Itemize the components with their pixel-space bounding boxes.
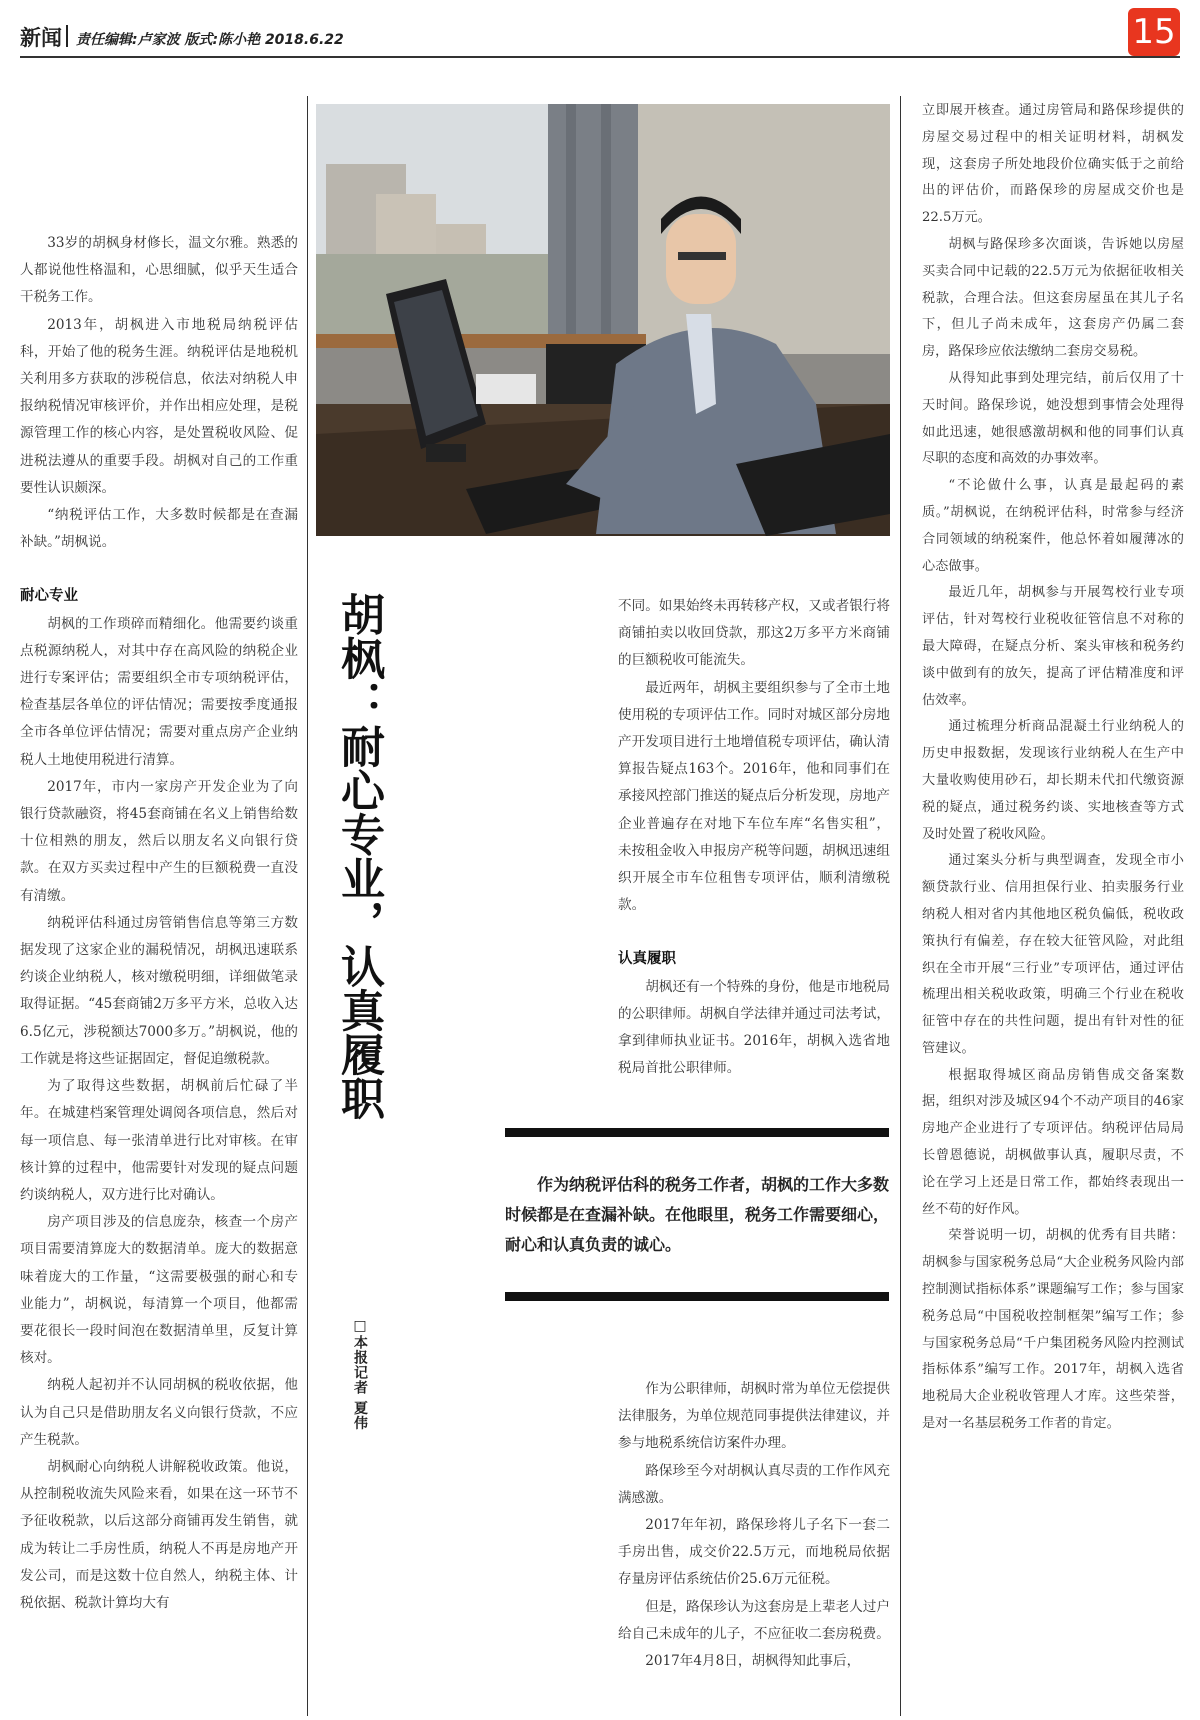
paragraph: 最近两年，胡枫主要组织参与了全市土地使用税的专项评估工作。同时对城区部分房地产开发项目进行土地增值税专项评估，确认清算报告疑点163个。2016年，他和同事们在承接风控部门推送的疑点后分析发现，房地产企业普遍存在对地下车位车库“名售实租”，未按租金收入申报房产税等问题，胡枫迅速组织开展全市车位租售专项评估，顺利清缴税款。 — [618, 679, 890, 914]
byline: □本报记者 夏伟 — [352, 1318, 368, 1431]
photo-icon — [316, 104, 890, 536]
paragraph: 通过梳理分析商品混凝土行业纳税人的历史申报数据，发现该行业纳税人在生产中大量收购使用砂石，却长期未代扣代缴资源税的疑点，通过税务约谈、实地核查等方式及时处置了税收风险。 — [922, 719, 1184, 842]
paragraph: 2013年，胡枫进入市地税局纳税评估科，开始了他的税务生涯。纳税评估是地税机关利用多方获取的涉税信息，依法对纳税人申报纳税情况审核评价，并作出相应处理，是税源管理工作的核心内容，是处置税收风险、促进税法遵从的重要手段。胡枫对自己的工作重要性认识颇深。 — [20, 316, 298, 496]
paragraph: 但是，路保珍认为这套房是上辈老人过户给自己未成年的儿子，不应征收二套房税费。 — [618, 1598, 890, 1642]
paragraph: 根据取得城区商品房销售成交备案数据，组织对涉及城区94个不动产项目的46家房地产企业进行了专项评估。纳税评估局局长曾恩德说，胡枫做事认真，履职尽责，不论在学习上还是日常工作，都始终表现出一丝不苟的好作风。 — [922, 1067, 1184, 1217]
paragraph: 房产项目涉及的信息庞杂，核查一个房产项目需要清算庞大的数据清单。庞大的数据意味着庞大的工作量，“这需要极强的耐心和专业能力”，胡枫说，每清算一个项目，他都需要花很长一段时间泡在数据清单里，反复计算核对。 — [20, 1214, 298, 1367]
column-rule — [900, 96, 901, 1716]
article-column-2 — [618, 593, 890, 1082]
paragraph: 不同。如果始终未再转移产权，又或者银行将商铺拍卖以收回贷款，那这2万多平方米商铺的巨额税收可能流失。 — [618, 598, 890, 669]
article-column-1 — [20, 230, 298, 1617]
paragraph: 33岁的胡枫身材修长，温文尔雅。熟悉的人都说他性格温和，心思细腻，似乎天生适合干税务工作。 — [20, 235, 298, 306]
quote-rule-top — [505, 1128, 889, 1137]
article-column-3 — [922, 98, 1184, 1438]
paragraph: 通过案头分析与典型调查，发现全市小额贷款行业、信用担保行业、拍卖服务行业纳税人相对省内其他地区税负偏低，税收政策执行有偏差，存在较大征管风险，对此组织在全市开展“三行业”专项评估，通过评估梳理出相关税收政策，明确三个行业在税收征管中存在的共性问题，提出有针对性的征管建议。 — [922, 853, 1184, 1056]
header-divider — [66, 25, 68, 47]
paragraph: “纳税评估工作，大多数时候都是在查漏补缺。”胡枫说。 — [20, 507, 298, 551]
editor-info: 责任编辑:卢家波 版式:陈小艳 2018.6.22 — [76, 32, 344, 48]
paragraph: 纳税人起初并不认同胡枫的税收依据，他认为自己只是借助朋友名义向银行贷款，不应产生税款。 — [20, 1377, 298, 1448]
article-photo — [316, 104, 890, 536]
paragraph: 纳税评估科通过房管销售信息等第三方数据发现了这家企业的漏税情况，胡枫迅速联系约谈企业纳税人，核对缴税明细，详细做笔录取得证据。“45套商铺2万多平方米，总收入达6.5亿元，涉税额达7000多万。”胡枫说，他的工作就是将这些证据固定，督促追缴税款。 — [20, 914, 298, 1067]
quote-rule-bottom — [505, 1292, 889, 1301]
paragraph: 为了取得这些数据，胡枫前后忙碌了半年。在城建档案管理处调阅各项信息，然后对每一项信息、每一张清单进行比对审核。在审核计算的过程中，他需要针对发现的疑点问题约谈纳税人，双方进行比对确认。 — [20, 1078, 298, 1203]
paragraph: 路保珍至今对胡枫认真尽责的工作作风充满感激。 — [618, 1462, 890, 1506]
paragraph: 2017年，市内一家房产开发企业为了向银行贷款融资，将45套商铺在名义上销售给数十位相熟的朋友，然后以朋友名义向银行贷款。在双方买卖过程中产生的巨额税费一直没有清缴。 — [20, 778, 298, 904]
paragraph: “不论做什么事，认真是最起码的素质。”胡枫说，在纳税评估科，时常参与经济合同领域的纳税案件，他总怀着如履薄冰的心态做事。 — [922, 478, 1184, 574]
article-column-2-continued — [618, 1376, 890, 1675]
paragraph: 作为公职律师，胡枫时常为单位无偿提供法律服务，为单位规范同事提供法律建议，并参与地税系统信访案件办理。 — [618, 1381, 890, 1452]
paragraph: 从得知此事到处理完结，前后仅用了十天时间。路保珍说，她没想到事情会处理得如此迅速，她很感激胡枫和他的同事们认真尽职的态度和高效的办事效率。 — [922, 370, 1184, 467]
article-title: 胡枫：耐心专业，认真履职 — [333, 592, 384, 1120]
paragraph: 胡枫与路保珍多次面谈，告诉她以房屋买卖合同中记载的22.5万元为依据征收相关税款，合理合法。但这套房屋虽在其儿子名下，但儿子尚未成年，这套房产仍属二套房，路保珍应依法缴纳二套房交易税。 — [922, 236, 1184, 360]
paragraph: 2017年年初，路保珍将儿子名下一套二手房出售，成交价22.5万元，而地税局依据存量房评估系统估价25.6万元征税。 — [618, 1517, 890, 1588]
paragraph: 胡枫耐心向纳税人讲解税收政策。他说，从控制税收流失风险来看，如果在这一环节不予征收税款，以后这部分商铺再发生销售，就成为转让二手房性质，纳税人不再是房地产开发公司，而是这数十位自然人，纳税主体、计税依据、税款计算均大有 — [20, 1458, 298, 1611]
paragraph: 胡枫的工作琐碎而精细化。他需要约谈重点税源纳税人，对其中存在高风险的纳税企业进行专案评估；需要组织全市专项纳税评估，检查基层各单位的评估情况；需要按季度通报全市各单位评估情况；需要对重点房产企业纳税人土地使用税进行清算。 — [20, 615, 298, 768]
page-number-badge: 15 — [1128, 8, 1180, 56]
paragraph: 荣誉说明一切，胡枫的优秀有目共睹：胡枫参与国家税务总局“大企业税务风险内部控制测试指标体系”课题编写工作；参与国家税务总局“中国税收控制框架”编写工作；参与国家税务总局“千户集团税务风险内控测试指标体系”编写工作。2017年，胡枫入选省地税局大企业税收管理人才库。这些荣誉，是对一名基层税务工作者的肯定。 — [922, 1228, 1184, 1432]
header-rule — [20, 56, 1180, 58]
paragraph: 立即展开核查。通过房管局和路保珍提供的房屋交易过程中的相关证明材料，胡枫发现，这套房子所处地段价位确实低于之前给出的评估价，而路保珍的房屋成交价也是22.5万元。 — [922, 103, 1184, 226]
subheading: 认真履职 — [618, 951, 676, 968]
pull-quote: 作为纳税评估科的税务工作者，胡枫的工作大多数时候都是在查漏补缺。在他眼里，税务工作需要细心，耐心和认真负责的诚心。 — [505, 1175, 890, 1254]
paragraph: 胡枫还有一个特殊的身份，他是市地税局的公职律师。胡枫自学法律并通过司法考试，拿到律师执业证书。2016年，胡枫入选省地税局首批公职律师。 — [618, 978, 890, 1077]
paragraph: 2017年4月8日，胡枫得知此事后， — [645, 1653, 861, 1670]
subheading: 耐心专业 — [20, 588, 78, 605]
paragraph: 最近几年，胡枫参与开展驾校行业专项评估，针对驾校行业税收征管信息不对称的最大障碍，在疑点分析、案头审核和税务约谈中做到有的放矢，提高了评估精准度和评估效率。 — [922, 585, 1184, 708]
column-rule — [307, 96, 308, 1716]
section-title: 新闻 — [20, 26, 62, 50]
